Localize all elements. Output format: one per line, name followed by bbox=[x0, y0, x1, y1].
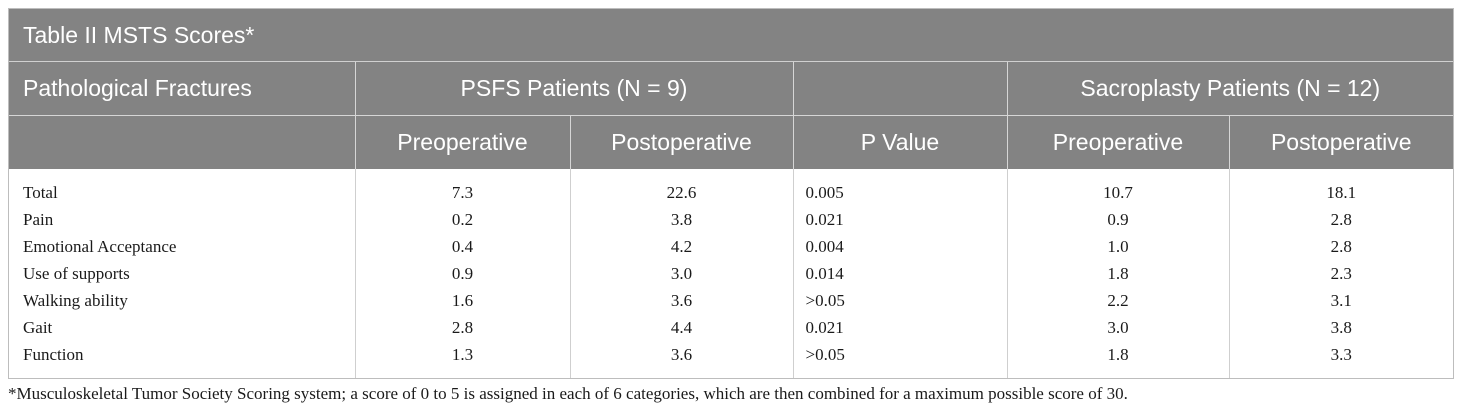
subheader-blank bbox=[9, 116, 355, 170]
cell-psfs-post: 3.6 bbox=[570, 341, 793, 378]
header-p-blank bbox=[793, 62, 1007, 116]
table-row-use-of-supports bbox=[9, 260, 1453, 287]
table-row-walking-ability bbox=[9, 287, 1453, 314]
cell-psfs-pre: 0.9 bbox=[355, 260, 570, 287]
sub-header-row bbox=[9, 116, 1453, 170]
cell-psfs-post: 22.6 bbox=[570, 169, 793, 206]
cell-psfs-post: 3.6 bbox=[570, 287, 793, 314]
cell-psfs-post: 3.0 bbox=[570, 260, 793, 287]
msts-scores-table bbox=[9, 9, 1453, 378]
cell-sac-post: 2.8 bbox=[1330, 236, 1352, 256]
cell-p-value: 0.004 bbox=[793, 233, 1007, 260]
table-row-gait bbox=[9, 314, 1453, 341]
cell-sac-post: 2.8 bbox=[1330, 209, 1352, 229]
table-row-pain bbox=[9, 206, 1453, 233]
row-label: Function bbox=[9, 341, 355, 378]
subheader-sacroplasty-postoperative: Postoperative bbox=[1229, 116, 1453, 170]
cell-sac-post: 18.1 bbox=[1326, 182, 1357, 202]
cell-sac-post: 3.1 bbox=[1330, 290, 1352, 310]
row-label: Gait bbox=[9, 314, 355, 341]
table-row-function bbox=[9, 341, 1453, 378]
cell-psfs-post: 4.2 bbox=[570, 233, 793, 260]
cell-sac-pre: 0.9 bbox=[1007, 206, 1229, 233]
cell-sac-post: 3.8 bbox=[1330, 317, 1352, 337]
cell-sac-post: 2.3 bbox=[1330, 263, 1352, 283]
cell-sac-pre: 3.0 bbox=[1007, 314, 1229, 341]
subheader-p-value: P Value bbox=[793, 116, 1007, 170]
header-psfs-patients: PSFS Patients (N = 9) bbox=[355, 62, 793, 116]
row-label: Walking ability bbox=[9, 287, 355, 314]
row-label: Emotional Acceptance bbox=[9, 233, 355, 260]
subheader-psfs-postoperative: Postoperative bbox=[570, 116, 793, 170]
table-title: Table II MSTS Scores* bbox=[9, 9, 1453, 62]
cell-p-value: >0.05 bbox=[793, 287, 1007, 314]
cell-psfs-pre: 0.4 bbox=[355, 233, 570, 260]
cell-p-value: 0.005 bbox=[793, 169, 1007, 206]
cell-psfs-post: 3.8 bbox=[570, 206, 793, 233]
cell-p-value: 0.014 bbox=[793, 260, 1007, 287]
cell-p-value: >0.05 bbox=[793, 341, 1007, 378]
subheader-psfs-preoperative: Preoperative bbox=[355, 116, 570, 170]
cell-psfs-post: 4.4 bbox=[570, 314, 793, 341]
cell-psfs-pre: 0.2 bbox=[355, 206, 570, 233]
row-label: Total bbox=[9, 169, 355, 206]
cell-sac-pre: 2.2 bbox=[1007, 287, 1229, 314]
row-label: Pain bbox=[9, 206, 355, 233]
cell-sac-pre: 1.8 bbox=[1007, 341, 1229, 378]
header-sacroplasty-patients: Sacroplasty Patients (N = 12) bbox=[1007, 62, 1453, 116]
table-title-row bbox=[9, 9, 1453, 62]
group-header-row bbox=[9, 62, 1453, 116]
cell-psfs-pre: 1.6 bbox=[355, 287, 570, 314]
cell-p-value: 0.021 bbox=[793, 314, 1007, 341]
table-row-total bbox=[9, 169, 1453, 206]
table-footnote: *Musculoskeletal Tumor Society Scoring system; a score of 0 to 5 is assigned in each of 6 categories, which are then combined for a maximum possible score of 30. bbox=[8, 384, 1128, 403]
cell-p-value: 0.021 bbox=[793, 206, 1007, 233]
row-label: Use of supports bbox=[9, 260, 355, 287]
table-row-emotional-acceptance bbox=[9, 233, 1453, 260]
cell-psfs-pre: 7.3 bbox=[355, 169, 570, 206]
msts-scores-table-container bbox=[8, 8, 1454, 379]
header-pathological-fractures: Pathological Fractures bbox=[9, 62, 355, 116]
cell-sac-post: 3.3 bbox=[1330, 344, 1352, 364]
cell-psfs-pre: 1.3 bbox=[355, 341, 570, 378]
cell-sac-pre: 1.8 bbox=[1007, 260, 1229, 287]
cell-sac-pre: 1.0 bbox=[1007, 233, 1229, 260]
cell-sac-pre: 10.7 bbox=[1007, 169, 1229, 206]
cell-psfs-pre: 2.8 bbox=[355, 314, 570, 341]
subheader-sacroplasty-preoperative: Preoperative bbox=[1007, 116, 1229, 170]
